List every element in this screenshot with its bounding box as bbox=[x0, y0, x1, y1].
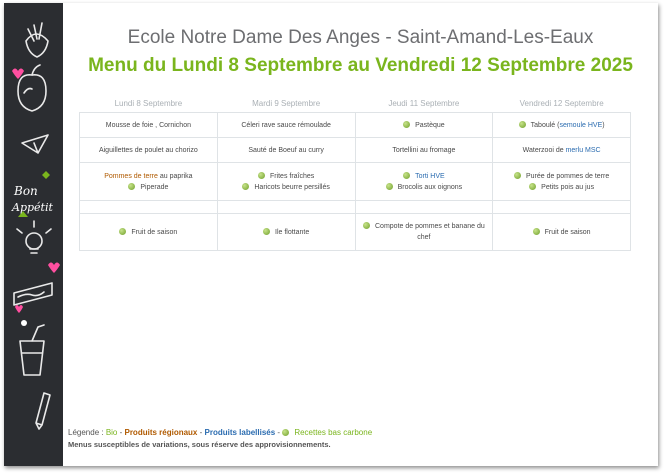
dish-cell bbox=[493, 163, 631, 201]
dish-name: Céleri rave sauce rémoulade bbox=[241, 121, 331, 129]
leaf-icon bbox=[263, 228, 270, 235]
legend-separator: - bbox=[275, 428, 283, 437]
drink-icon bbox=[20, 325, 44, 375]
menu-title: Menu du Lundi 8 Septembre au Vendredi 12 Septembre 2025 bbox=[88, 55, 633, 76]
dish-name: Pastèque bbox=[415, 121, 445, 129]
appetit-text: Appétit bbox=[12, 201, 53, 214]
dish-item bbox=[496, 227, 627, 238]
menu-row bbox=[80, 201, 631, 214]
school-name: Ecole Notre Dame Des Anges - Saint-Amand-Les-Eaux bbox=[127, 27, 594, 48]
leaf-icon bbox=[533, 228, 540, 235]
dish-item bbox=[359, 171, 490, 182]
dish-name: Frites fraîches bbox=[269, 172, 315, 180]
dish-item bbox=[359, 182, 490, 193]
bon-text: Bon bbox=[14, 184, 38, 198]
dish-cell bbox=[355, 138, 493, 163]
dish-name: Brocolis aux oignons bbox=[397, 183, 463, 191]
menu-row bbox=[80, 163, 631, 201]
dish-cell bbox=[493, 138, 631, 163]
leaf-icon bbox=[403, 172, 410, 179]
dish-cell bbox=[80, 163, 218, 201]
dish-cell bbox=[80, 201, 218, 214]
dish-cell bbox=[493, 214, 631, 251]
dish-cell bbox=[80, 214, 218, 251]
dish-cell bbox=[355, 113, 493, 138]
dish-cell bbox=[493, 201, 631, 214]
dish-cell bbox=[217, 201, 355, 214]
leaf-icon bbox=[529, 183, 536, 190]
dish-item bbox=[359, 145, 490, 156]
dish-item bbox=[83, 120, 214, 131]
cake-icon bbox=[14, 283, 52, 305]
legend-bio: Bio bbox=[105, 428, 118, 437]
menu-content bbox=[63, 3, 658, 466]
leaf-icon bbox=[119, 228, 126, 235]
dish-suffix: ) bbox=[602, 121, 605, 129]
menu-row bbox=[80, 214, 631, 251]
dish-cell bbox=[355, 201, 493, 214]
day-header: Vendredi 12 Septembre bbox=[519, 99, 604, 108]
dish-name: Petits pois au jus bbox=[541, 183, 595, 191]
legend-regional: Produits régionaux bbox=[124, 428, 198, 437]
dish-item bbox=[221, 171, 352, 182]
dish-cell bbox=[80, 138, 218, 163]
dish-name: Fruit de saison bbox=[131, 228, 178, 236]
dish-name: Waterzooi de bbox=[522, 146, 566, 154]
chalkboard-sidebar bbox=[4, 3, 63, 466]
dish-cell bbox=[80, 113, 218, 138]
dish-cell bbox=[217, 214, 355, 251]
legend-low-carbon: Recettes bas carbone bbox=[294, 428, 373, 437]
dish-item bbox=[496, 145, 627, 156]
dish-name: Fruit de saison bbox=[544, 228, 591, 236]
leaf-icon bbox=[519, 121, 526, 128]
dish-item bbox=[496, 120, 627, 131]
menu-row bbox=[80, 113, 631, 138]
dish-name: Piperade bbox=[140, 183, 169, 191]
dish-item bbox=[221, 120, 352, 131]
dish-cell bbox=[493, 113, 631, 138]
labelled-product: semoule HVE bbox=[559, 121, 603, 129]
legend-labelled: Produits labellisés bbox=[204, 428, 276, 437]
menu-row bbox=[80, 138, 631, 163]
leaf-icon bbox=[128, 183, 135, 190]
regional-product: Pommes de terre bbox=[104, 172, 158, 180]
dish-cell bbox=[217, 163, 355, 201]
disclaimer: Menus susceptibles de variations, sous réserve des approvisionnements. bbox=[68, 440, 331, 449]
day-header: Jeudi 11 Septembre bbox=[388, 99, 460, 108]
dish-item bbox=[359, 221, 490, 243]
dish-name: Sauté de Boeuf au curry bbox=[248, 146, 324, 154]
dish-cell bbox=[217, 138, 355, 163]
menu-sheet bbox=[4, 3, 658, 466]
day-header: Mardi 9 Septembre bbox=[252, 99, 321, 108]
dish-item bbox=[221, 227, 352, 238]
legend bbox=[68, 428, 372, 437]
leaf-icon bbox=[363, 222, 370, 229]
dish-name: au paprika bbox=[157, 172, 193, 180]
dish-item bbox=[496, 171, 627, 182]
dish-item bbox=[83, 182, 214, 193]
dish-name: Aiguillettes de poulet au chorizo bbox=[98, 146, 198, 154]
leaf-icon bbox=[258, 172, 265, 179]
dish-item bbox=[83, 171, 214, 182]
labelled-product: Torti HVE bbox=[415, 172, 445, 180]
dish-item bbox=[221, 182, 352, 193]
paper-plane-icon bbox=[22, 135, 48, 153]
dish-name: Haricots beurre persillés bbox=[254, 183, 330, 191]
dish-item bbox=[83, 145, 214, 156]
dish-item bbox=[221, 145, 352, 156]
pencil-icon bbox=[36, 393, 50, 429]
day-header-row bbox=[80, 95, 631, 113]
dish-item bbox=[496, 182, 627, 193]
legend-separator: - bbox=[117, 428, 125, 437]
dish-name: Mousse de foie , Cornichon bbox=[105, 121, 191, 129]
beet-icon bbox=[26, 23, 48, 57]
dish-name: Purée de pommes de terre bbox=[525, 172, 610, 180]
leaf-icon bbox=[514, 172, 521, 179]
dish-item bbox=[83, 227, 214, 238]
dish-name: Taboulé ( bbox=[530, 121, 560, 129]
dish-cell bbox=[217, 113, 355, 138]
leaf-icon bbox=[282, 429, 289, 436]
dish-name: Ile flottante bbox=[275, 228, 310, 236]
menu-table bbox=[79, 95, 631, 251]
leaf-icon bbox=[386, 183, 393, 190]
dish-name: Tortellini au fromage bbox=[392, 146, 456, 154]
leaf-icon bbox=[242, 183, 249, 190]
day-header: Lundi 8 Septembre bbox=[114, 99, 183, 108]
labelled-product: merlu MSC bbox=[565, 146, 601, 154]
dish-cell bbox=[355, 214, 493, 251]
leaf-icon bbox=[403, 121, 410, 128]
legend-prefix: Légende : bbox=[68, 428, 106, 437]
dish-name: Compote de pommes et banane du chef bbox=[375, 223, 485, 241]
dish-cell bbox=[355, 163, 493, 201]
dish-item bbox=[359, 120, 490, 131]
chalk-doodles bbox=[4, 3, 63, 466]
legend-separator: - bbox=[197, 428, 205, 437]
lightbulb-icon bbox=[17, 221, 51, 253]
